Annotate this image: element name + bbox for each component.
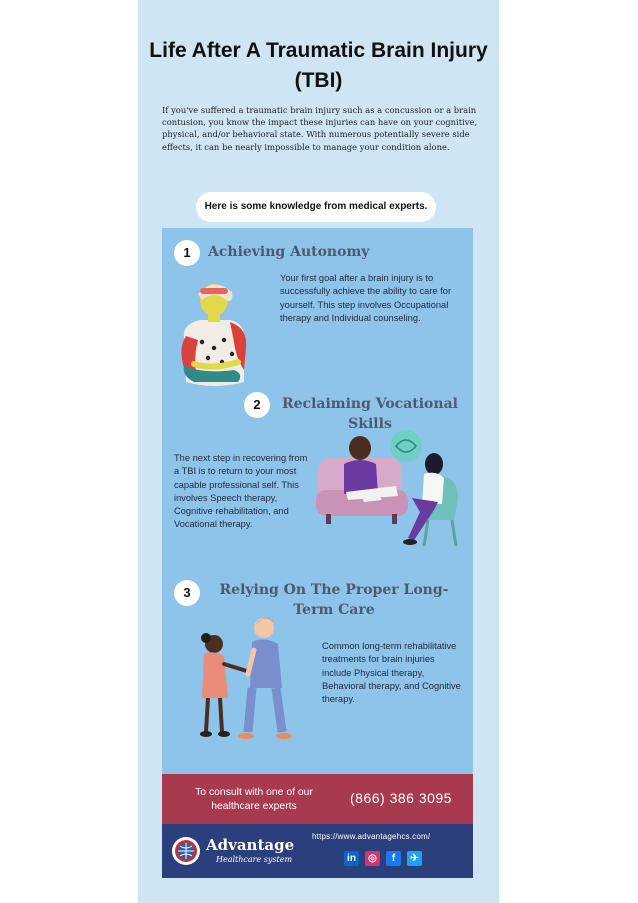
step-2-text: The next step in recovering from a TBI is to return to your most capable professional self. This involves Speech therapy, Cognitive rehabilitation, and Vocational therapy. [174, 453, 308, 530]
brand-name: Advantage [206, 836, 295, 854]
steps-panel [162, 228, 473, 774]
infographic-page [138, 0, 499, 903]
woman-self-care-illustration [174, 278, 254, 390]
consult-banner [162, 774, 473, 824]
step-2-number: 2 [244, 392, 270, 418]
footer-bar [162, 824, 473, 878]
brand-tagline: Healthcare system [216, 855, 293, 864]
therapy-session-illustration [316, 428, 466, 558]
caregiver-walking-illustration [192, 614, 302, 742]
social-links [344, 851, 422, 866]
intro-paragraph: If you've suffered a traumatic brain injury such as a concussion or a brain contusion, you know the impact these injuries can have on your cognitive, physical, and/or behavioral state. With numerous potentially severe side effects, it can be nearly impossible to manage your condition alone. [162, 105, 478, 152]
twitter-icon[interactable]: ✈ [407, 851, 422, 866]
step-2-heading: Reclaiming Vocational Skills [282, 396, 458, 432]
page-title: Life After A Traumatic Brain Injury (TBI) [149, 39, 488, 92]
phone-number[interactable]: (866) 386 3095 [350, 790, 452, 806]
step-1-text: Your first goal after a brain injury is to successfully achieve the ability to care for yourself. This step involves Occupational therapy and Individual counseling. [280, 273, 452, 323]
facebook-icon[interactable]: f [386, 851, 401, 866]
advantage-logo-icon [171, 836, 201, 866]
step-3-heading: Relying On The Proper Long-Term Care [219, 582, 449, 618]
linkedin-icon[interactable]: in [344, 851, 359, 866]
step-3-text: Common long-term rehabilitative treatments for brain injuries include Physical therapy, Behavioral therapy, and Cognitive therapy. [322, 641, 461, 705]
website-link[interactable]: https://www.advantagehcs.com/ [312, 832, 431, 841]
step-3-number: 3 [174, 580, 200, 606]
step-1-heading: Achieving Autonomy [208, 244, 370, 260]
callout-pill: Here is some knowledge from medical experts. [196, 192, 436, 222]
consult-text: To consult with one of our healthcare experts [195, 787, 313, 812]
instagram-icon[interactable]: ◎ [365, 851, 380, 866]
step-1-number: 1 [174, 240, 200, 266]
